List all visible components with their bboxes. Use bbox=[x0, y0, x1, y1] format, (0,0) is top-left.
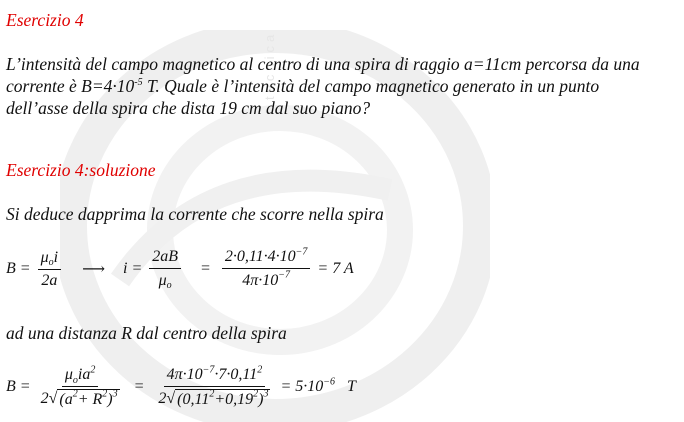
problem-line-2-exp: -5 bbox=[134, 77, 143, 89]
eq2-f1-mu: μ bbox=[64, 366, 73, 384]
eq2-f1-rad-a: (a bbox=[59, 390, 73, 408]
eq1-f3-den bbox=[239, 269, 293, 289]
eq1-f1-den: 2a bbox=[41, 271, 58, 289]
eq1-f3-num bbox=[222, 248, 311, 269]
problem-line-2-post: T. Quale è l’intensità del campo magnetico generato in un punto bbox=[142, 76, 600, 96]
eq2-f2-num-exp2: 2 bbox=[257, 364, 263, 376]
eq1-f3-num-exp: −7 bbox=[295, 246, 308, 258]
exercise-heading: Esercizio 4 bbox=[6, 10, 84, 30]
eq2-result bbox=[280, 378, 355, 396]
eq2-f1-exp: 2 bbox=[90, 364, 96, 376]
eq2-f1-den bbox=[38, 387, 123, 408]
eq2-f1-ia: ia bbox=[77, 366, 91, 384]
eq2-fraction-2 bbox=[155, 366, 273, 409]
eq2-f2-num-exp: −7 bbox=[202, 364, 215, 376]
eq2-f2-num-mid: ·7·0,11 bbox=[214, 366, 258, 384]
eq2-f2-den bbox=[155, 387, 273, 408]
equation-current bbox=[6, 248, 354, 290]
watermark-text: tecnica bbox=[262, 30, 277, 100]
eq1-f1-sub: o bbox=[48, 257, 54, 269]
eq1-result: = 7 A bbox=[317, 259, 354, 277]
eq2-f2-num bbox=[164, 366, 266, 387]
eq1-f3-den-base: 4π·10 bbox=[242, 271, 279, 289]
eq2-f2-rad-close: ) bbox=[258, 390, 264, 408]
eq2-f2-rad-mid: +0,19 bbox=[214, 390, 254, 408]
eq1-f2-num: 2aB bbox=[149, 248, 181, 269]
eq2-f1-rad-r: + R bbox=[77, 390, 103, 408]
eq1-fraction-2 bbox=[149, 248, 181, 292]
solution-heading: Esercizio 4:soluzione bbox=[6, 160, 156, 180]
eq1-fraction-3 bbox=[222, 248, 311, 290]
eq2-f2-den-pre: 2 bbox=[158, 390, 167, 407]
eq1-f2-den bbox=[156, 269, 175, 292]
eq2-f2-rad-a: (0,11 bbox=[177, 390, 210, 408]
eq2-result-unit: T bbox=[334, 378, 356, 396]
eq2-f1-rad-exp1: 2 bbox=[72, 389, 78, 400]
eq1-fraction-1 bbox=[38, 248, 61, 289]
problem-line-3: dell’asse della spira che dista 19 cm dal suo piano? bbox=[6, 98, 371, 118]
eq2-lhs: B = bbox=[6, 378, 31, 396]
problem-line-2 bbox=[6, 75, 599, 97]
problem-line-2-pre: corrente è B=4·10 bbox=[6, 76, 135, 96]
watermark-ring-inner bbox=[160, 118, 400, 342]
eq2-f1-sub: o bbox=[72, 375, 78, 387]
eq2-f1-rad-exp2: 2 bbox=[102, 389, 108, 400]
eq1-f1-num bbox=[38, 248, 61, 269]
eq2-f2-rad-exp3: 3 bbox=[263, 389, 269, 400]
eq2-f1-radicand bbox=[57, 389, 119, 408]
eq1-f3-num-base: 2·0,11·4·10 bbox=[224, 248, 296, 266]
eq2-f2-rad-exp2: 2 bbox=[253, 389, 259, 400]
eq1-f1-mu: μ bbox=[40, 248, 49, 266]
eq1-equals: = bbox=[200, 259, 211, 277]
sqrt-icon: √ bbox=[48, 390, 58, 407]
eq2-f2-rad-exp1: 2 bbox=[209, 389, 215, 400]
eq2-f1-num bbox=[62, 366, 98, 387]
eq2-f1-den-pre: 2 bbox=[40, 390, 49, 407]
eq1-lhs: B = bbox=[6, 259, 31, 277]
eq1-mid: i = bbox=[123, 259, 143, 277]
eq2-result-base: = 5·10 bbox=[280, 378, 324, 396]
step2-text: ad una distanza R dal centro della spira bbox=[6, 323, 287, 343]
sqrt-icon: √ bbox=[166, 390, 176, 407]
eq1-f1-i: i bbox=[53, 248, 59, 266]
eq1-f2-mu: μ bbox=[158, 271, 167, 289]
eq2-f2-radicand bbox=[175, 389, 270, 408]
eq1-f3-den-exp: −7 bbox=[278, 270, 290, 281]
eq2-f1-rad-exp3: 3 bbox=[112, 389, 118, 400]
problem-line-1: L’intensità del campo magnetico al centro di una spira di raggio a=11cm percorsa da una bbox=[6, 54, 640, 74]
eq2-result-exp: −6 bbox=[323, 376, 335, 388]
eq2-f1-rad-close: ) bbox=[107, 390, 113, 408]
eq2-f2-num-base: 4π·10 bbox=[166, 366, 203, 384]
arrow-icon: ⟶ bbox=[82, 260, 105, 278]
eq2-equals: = bbox=[133, 378, 145, 396]
eq2-fraction-1 bbox=[38, 366, 123, 409]
equation-field bbox=[6, 366, 356, 409]
step1-text: Si deduce dapprima la corrente che scorre nella spira bbox=[6, 204, 384, 224]
eq1-f2-sub: o bbox=[166, 280, 172, 292]
